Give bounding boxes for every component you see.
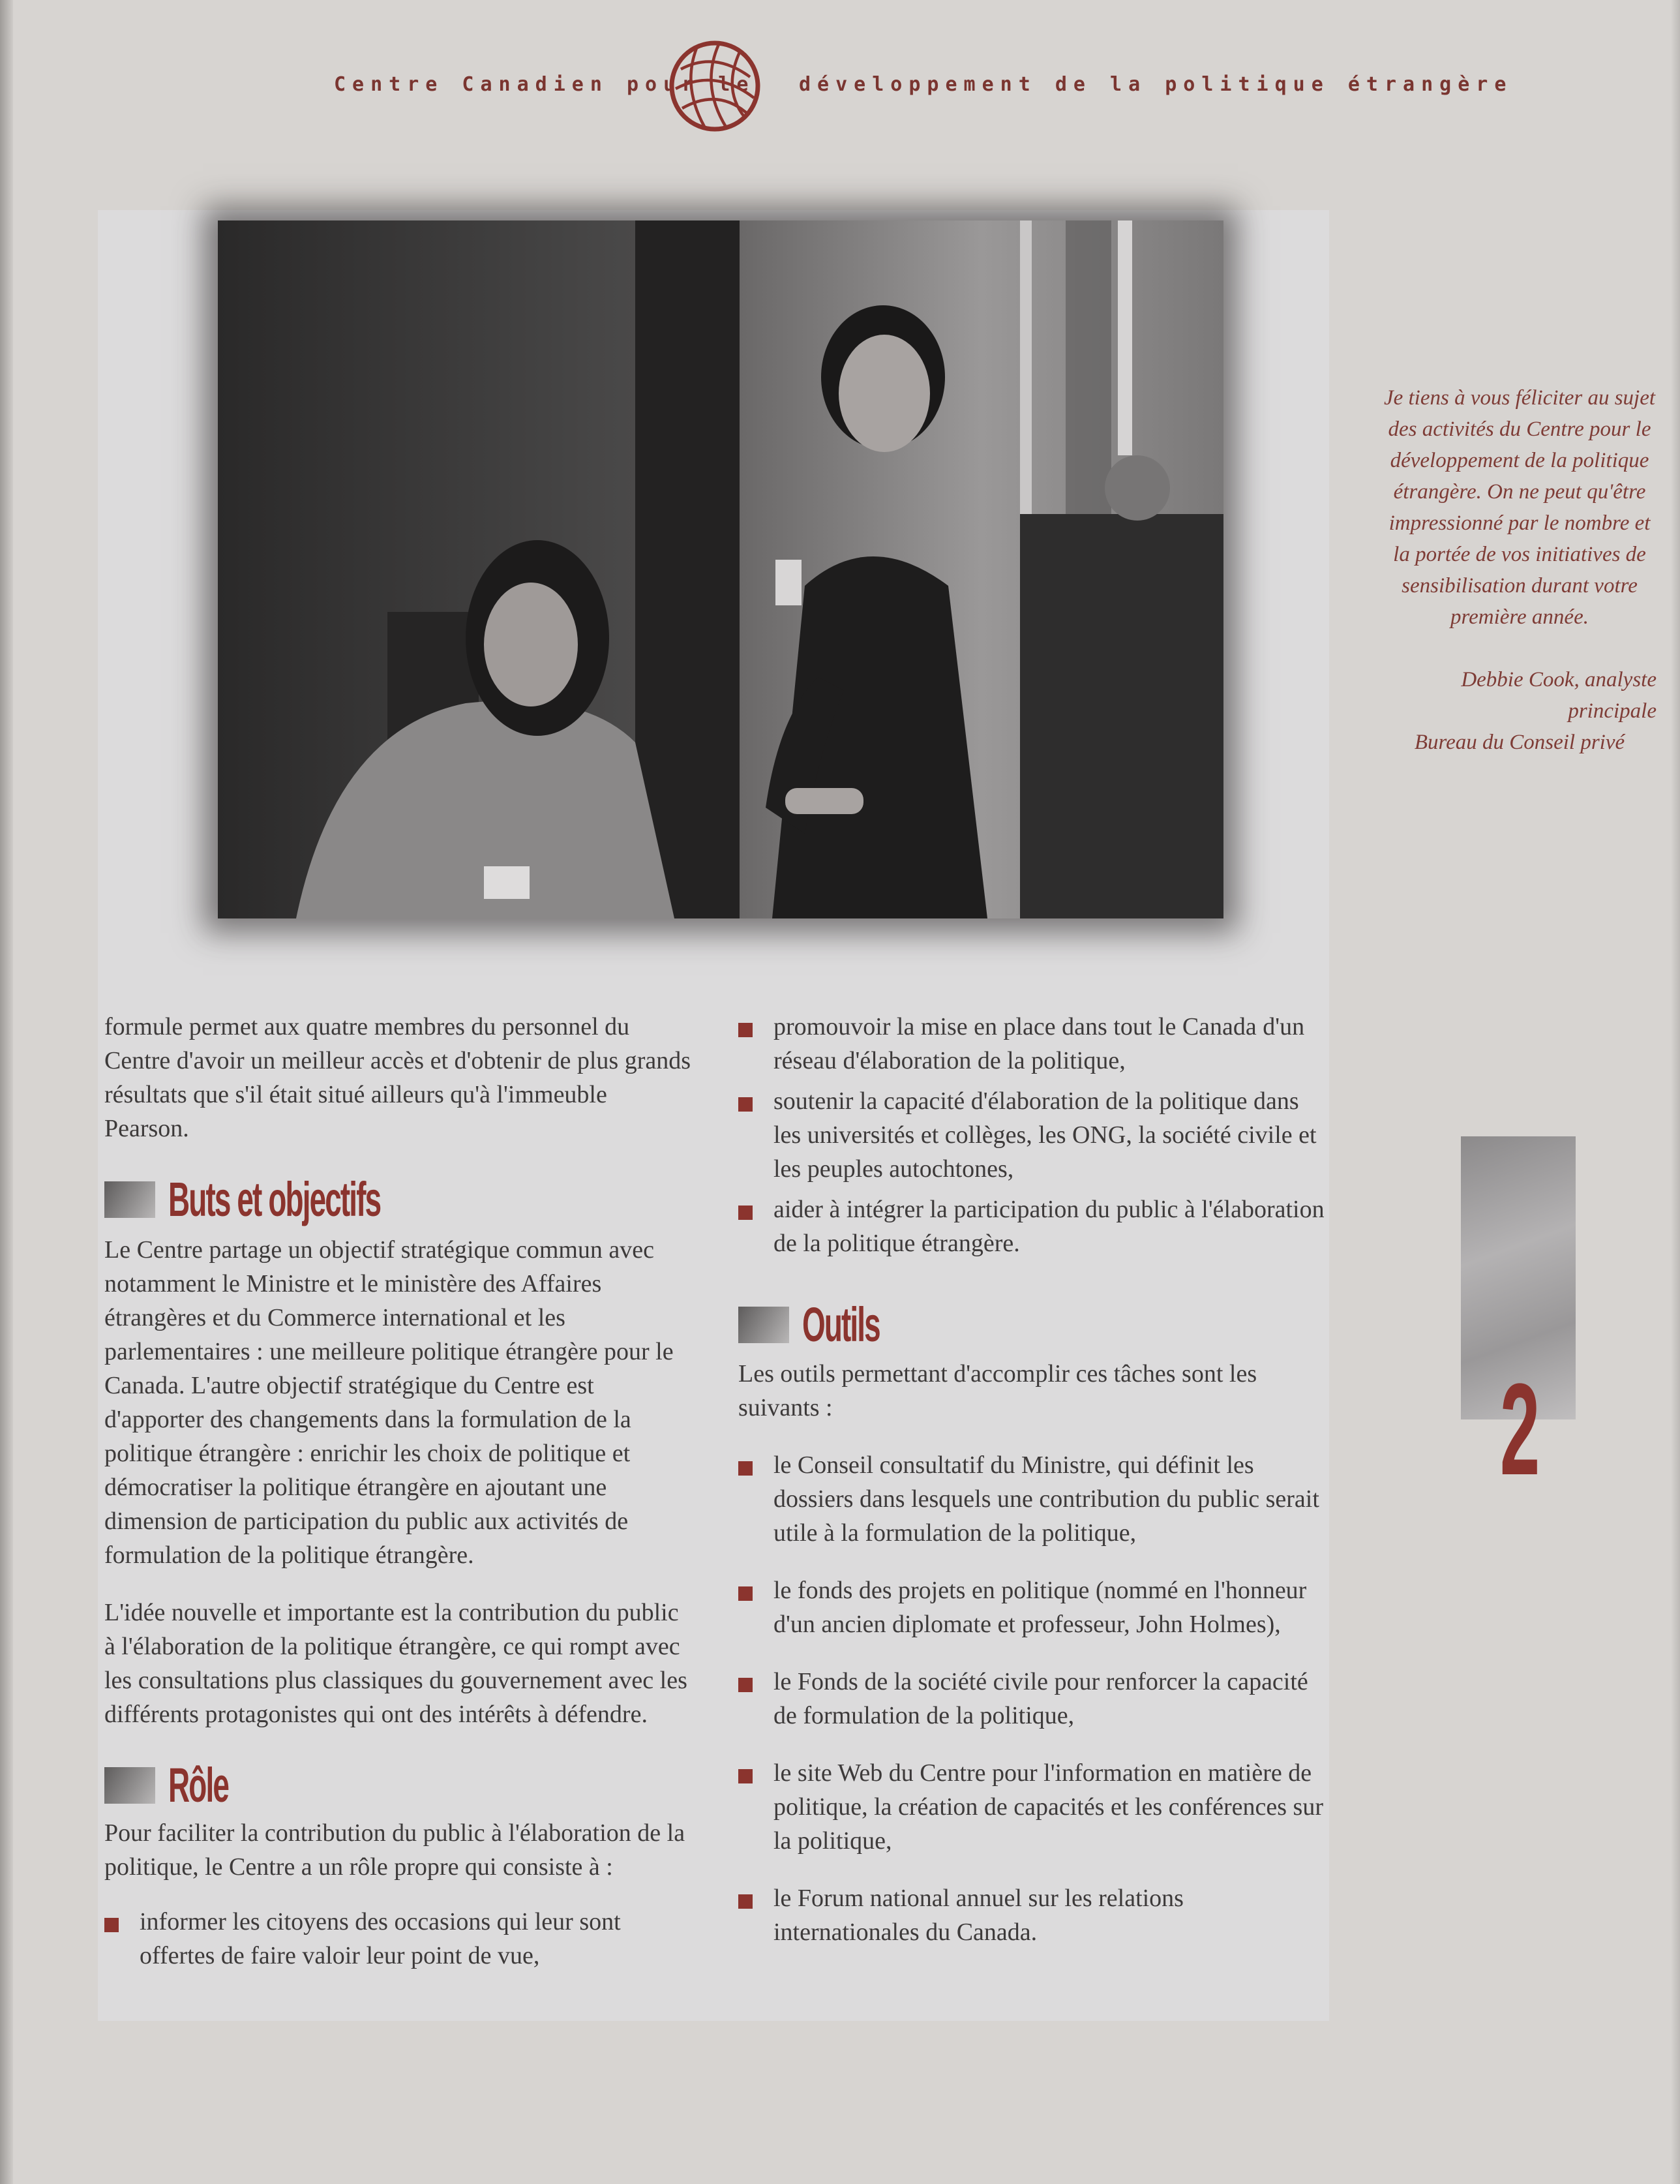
intro-paragraph: formule permet aux quatre membres du personnel du Centre d'avoir un meilleur accès et d'obtenir de plus grands résultats que s'il était situé ailleurs qu'à l'immeuble Pearson. [104, 1013, 691, 1142]
role-heading-text: Rôle [168, 1758, 228, 1812]
header-right-text: développement de la politique étrangère [799, 73, 1513, 96]
list-item: informer les citoyens des occasions qui leur sont offertes de faire valoir leur point de vue, [104, 1905, 691, 1973]
role-intro: Pour faciliter la contribution du public à l'élaboration de la politique, le Centre a un rôle propre qui consiste à : [104, 1819, 685, 1881]
left-column [104, 1010, 691, 1973]
header-left-text: Centre Canadien pour le [334, 73, 755, 96]
goals-heading [104, 1172, 691, 1228]
list-item: promouvoir la mise en place dans tout le Canada d'un réseau d'élaboration de la politique, [738, 1010, 1325, 1078]
goals-paragraph-2: L'idée nouvelle et importante est la contribution du public à l'élaboration de la politique étrangère, ce qui rompt avec les consultations plus classiques du gouvernement avec les différents protagonistes qui ont des intérêts à défendre. [104, 1599, 687, 1728]
right-column [738, 1010, 1325, 1949]
globe-grid-icon [667, 38, 763, 134]
role-bullets-left [104, 1905, 691, 1973]
testimonial-quote [1383, 382, 1657, 758]
list-item: le Conseil consultatif du Ministre, qui définit les dossiers dans lesquels une contribution du public serait utile à la formulation de la politique, [738, 1448, 1325, 1550]
goals-paragraph-1: Le Centre partage un objectif stratégique commun avec notamment le Ministre et le ministère des Affaires étrangères et du Commerce international et les parlementaires : une meilleure politique étrangère pour le Canada. L'autre objectif stratégique du Centre est d'apporter des changements dans la formulation de la politique étrangère : enrichir les choix de politique et démocratiser la politique étrangère en ajoutant une dimension de participation du public aux activités de formulation de la politique étrangère. [104, 1236, 674, 1569]
event-photo [218, 220, 1223, 918]
list-item: le Forum national annuel sur les relations internationales du Canada. [738, 1881, 1325, 1949]
heading-bar-icon [738, 1307, 789, 1343]
list-item: aider à intégrer la participation du public à l'élaboration de la politique étrangère. [738, 1192, 1325, 1260]
list-item: soutenir la capacité d'élaboration de la politique dans les universités et collèges, les ONG, la société civile et les peuples autochtones, [738, 1084, 1325, 1186]
page-edge-shadow [0, 0, 13, 2184]
heading-bar-icon [104, 1767, 155, 1804]
tools-heading [738, 1297, 1325, 1353]
page-edge-right [1671, 0, 1680, 2184]
goals-heading-text: Buts et objectifs [168, 1172, 381, 1226]
role-bullets-right [738, 1010, 1325, 1260]
tools-intro: Les outils permettant d'accomplir ces tâches sont les suivants : [738, 1360, 1257, 1421]
quote-author-line3: Bureau du Conseil privé [1414, 731, 1625, 754]
role-heading [104, 1757, 691, 1813]
quote-text: Je tiens à vous féliciter au sujet des activités du Centre pour le développement de la politique étrangère. On ne peut qu'être impressionné par le nombre et la portée de vos initiatives de sensibilisation durant votre première année. [1383, 386, 1656, 629]
quote-author-line2: principale [1568, 699, 1657, 723]
page-number: 2 [1500, 1357, 1540, 1502]
heading-bar-icon [104, 1181, 155, 1218]
tools-heading-text: Outils [802, 1297, 880, 1352]
quote-attribution [1383, 664, 1657, 758]
quote-author-line1: Debbie Cook, analyste [1461, 668, 1657, 691]
list-item: le fonds des projets en politique (nommé en l'honneur d'un ancien diplomate et professeur, John Holmes), [738, 1573, 1325, 1641]
list-item: le site Web du Centre pour l'information en matière de politique, la création de capacités et les conférences sur la politique, [738, 1756, 1325, 1858]
list-item: le Fonds de la société civile pour renforcer la capacité de formulation de la politique, [738, 1665, 1325, 1733]
tools-bullets [738, 1448, 1325, 1949]
